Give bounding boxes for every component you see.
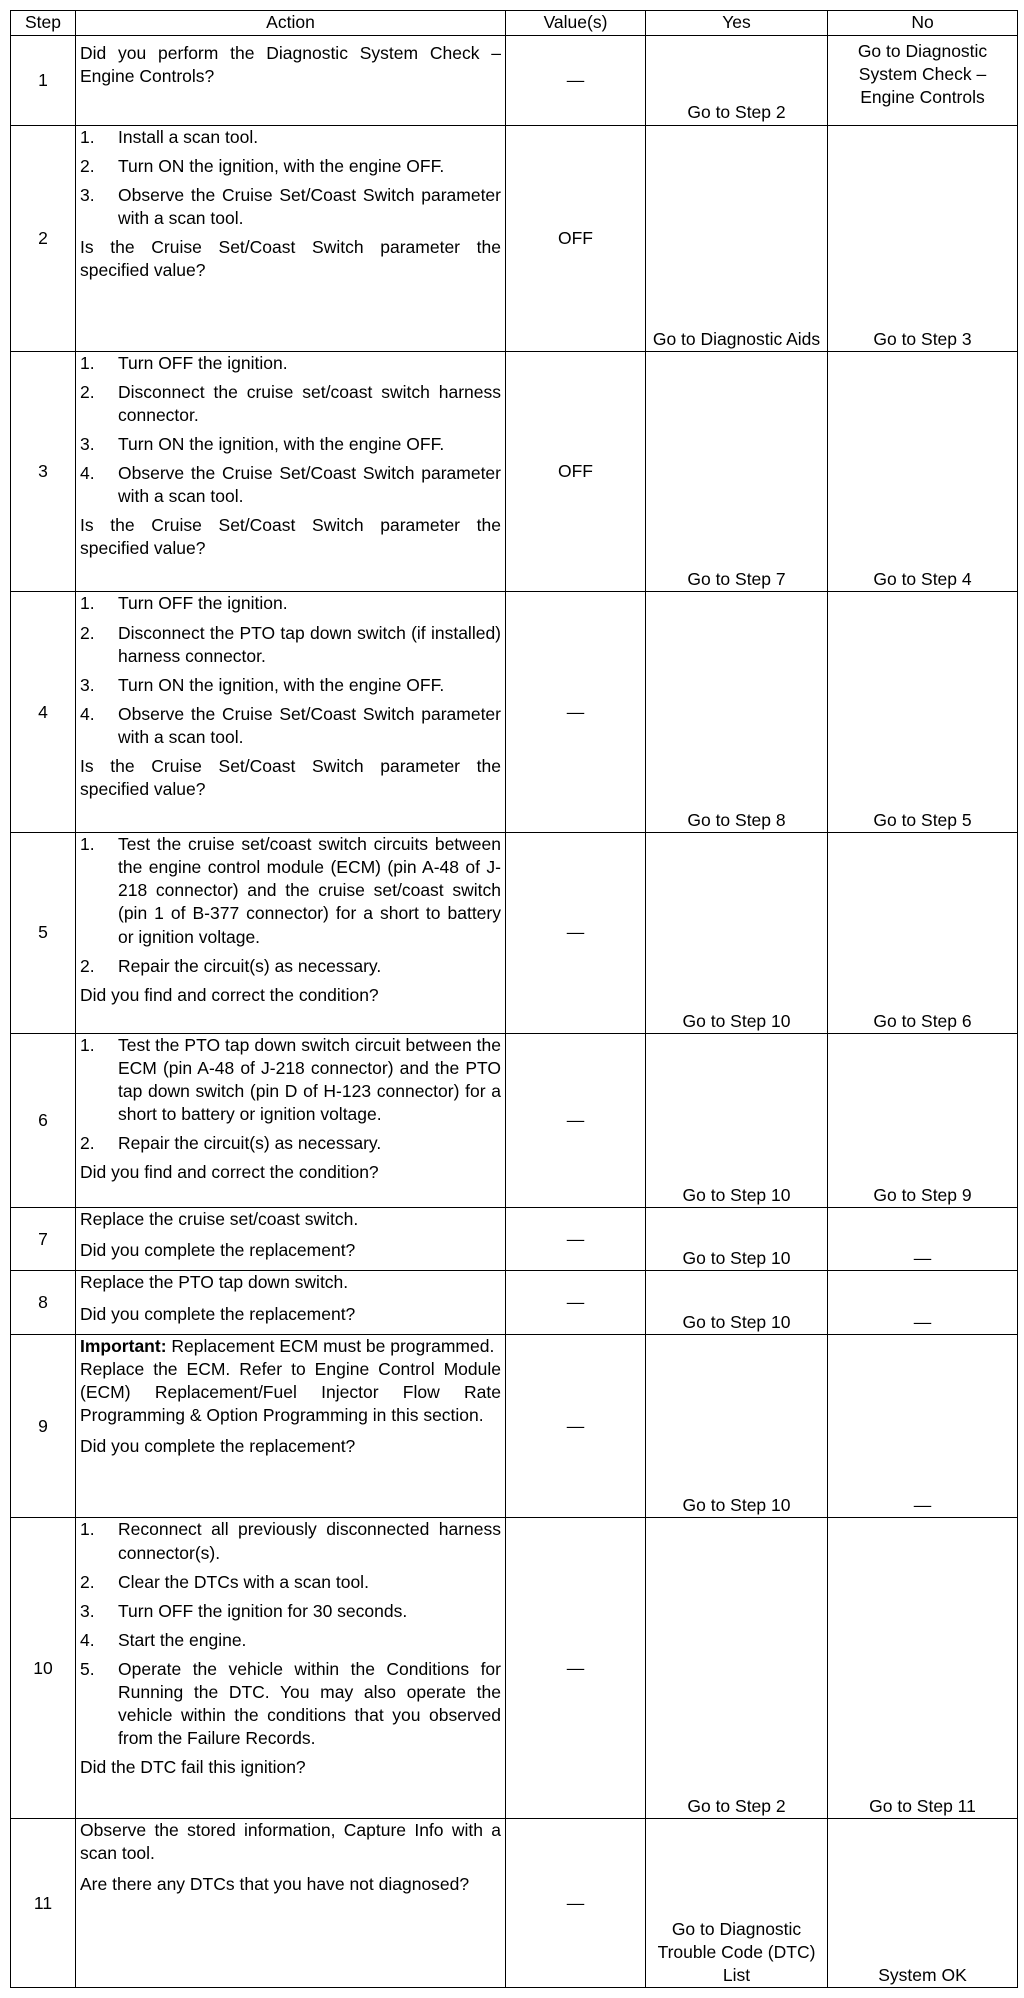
action-step-number: 1. [80, 1034, 95, 1055]
table-row [11, 1819, 1018, 1988]
action-step-number: 3. [80, 674, 95, 695]
action-step-text: Clear the DTCs with a scan tool. [118, 1571, 369, 1592]
table-row [11, 351, 1018, 592]
action-step-number: 1. [80, 593, 95, 614]
table-row [11, 125, 1018, 351]
step-number: 10 [11, 1518, 76, 1819]
action-text: Observe the stored information, Capture Info with a scan tool. [80, 1820, 501, 1864]
value-cell: — [506, 1208, 646, 1271]
action-question: Did you find and correct the condition? [80, 1162, 379, 1183]
header-yes: Yes [646, 11, 828, 36]
no-result: Go to Step 6 [828, 833, 1018, 1033]
value-cell: — [506, 1271, 646, 1334]
action-step-number: 2. [80, 155, 95, 176]
action-step-text: Turn ON the ignition, with the engine OFF. [118, 674, 445, 695]
action-step-text: Start the engine. [118, 1629, 247, 1650]
yes-result: Go to Step 10 [646, 1334, 828, 1518]
step-number: 7 [11, 1208, 76, 1271]
action-step [80, 703, 501, 749]
important-text: Replacement ECM must be programmed. [171, 1335, 495, 1356]
action-step-text: Turn OFF the ignition for 30 seconds. [118, 1600, 408, 1621]
action-step-number: 3. [80, 184, 95, 205]
step-number: 3 [11, 351, 76, 592]
action-step-text: Observe the Cruise Set/Coast Switch parameter with a scan tool. [118, 463, 501, 507]
action-question: Did the DTC fail this ignition? [80, 1757, 306, 1778]
action-question: Is the Cruise Set/Coast Switch parameter the specified value? [80, 755, 501, 800]
no-result: Go to Step 9 [828, 1033, 1018, 1207]
step-number: 2 [11, 125, 76, 351]
action-step [80, 126, 501, 149]
value-cell: OFF [506, 351, 646, 592]
action-step [80, 1571, 501, 1594]
action-step [80, 1518, 501, 1564]
action-step-number: 2. [80, 955, 95, 976]
no-result: Go to Step 3 [828, 125, 1018, 351]
action-step [80, 1629, 501, 1652]
yes-result: Go to Diagnostic Trouble Code (DTC) List [646, 1819, 828, 1988]
action-step-text: Test the PTO tap down switch circuit between the ECM (pin A-48 of J-218 connector) and the PTO tap down switch (pin D of H-123 connector) for a short to battery or ignition voltage. [118, 1034, 501, 1124]
action-text: Replace the PTO tap down switch. [80, 1272, 349, 1293]
yes-result: Go to Step 10 [646, 1033, 828, 1207]
value-cell: — [506, 1819, 646, 1988]
action-step-number: 1. [80, 834, 95, 855]
yes-result: Go to Step 8 [646, 592, 828, 833]
action-text: Replace the ECM. Refer to Engine Control Module (ECM) Replacement/Fuel Injector Flow Rate Programming & Option Programming in this section. [80, 1358, 501, 1426]
action-step [80, 352, 501, 375]
action-step [80, 433, 501, 456]
action-cell [76, 351, 506, 592]
action-text: Replace the cruise set/coast switch. [80, 1209, 359, 1230]
action-step [80, 622, 501, 668]
step-number: 9 [11, 1334, 76, 1518]
no-result: — [828, 1271, 1018, 1334]
table-row [11, 833, 1018, 1033]
table-row [11, 1271, 1018, 1334]
yes-result: Go to Step 7 [646, 351, 828, 592]
action-steps-list [80, 592, 501, 749]
header-action: Action [76, 11, 506, 36]
action-step-number: 3. [80, 433, 95, 454]
table-row [11, 1033, 1018, 1207]
action-step-text: Repair the circuit(s) as necessary. [118, 955, 382, 976]
action-cell [76, 1208, 506, 1271]
action-step-number: 1. [80, 126, 95, 147]
step-number: 11 [11, 1819, 76, 1988]
action-cell [76, 1518, 506, 1819]
header-row [11, 11, 1018, 36]
action-step [80, 1600, 501, 1623]
value-cell: — [506, 1518, 646, 1819]
action-step-number: 1. [80, 1519, 95, 1540]
action-question: Did you perform the Diagnostic System Check – Engine Controls? [80, 43, 501, 87]
value-cell: — [506, 833, 646, 1033]
action-step [80, 381, 501, 427]
action-question: Did you find and correct the condition? [80, 984, 379, 1005]
table-row [11, 36, 1018, 126]
important-label: Important: [80, 1335, 167, 1356]
step-number: 5 [11, 833, 76, 1033]
header-values: Value(s) [506, 11, 646, 36]
action-question: Is the Cruise Set/Coast Switch parameter the specified value? [80, 515, 501, 559]
action-step-number: 2. [80, 1133, 95, 1154]
action-cell [76, 125, 506, 351]
action-step-text: Observe the Cruise Set/Coast Switch parameter with a scan tool. [118, 184, 501, 228]
no-result: — [828, 1208, 1018, 1271]
action-step-text: Disconnect the cruise set/coast switch harness connector. [118, 381, 501, 425]
action-steps-list [80, 833, 501, 978]
action-step-number: 4. [80, 1629, 95, 1650]
action-question: Did you complete the replacement? [80, 1303, 356, 1324]
action-step [80, 955, 501, 978]
action-cell [76, 833, 506, 1033]
step-number: 4 [11, 592, 76, 833]
action-step [80, 1132, 501, 1155]
action-step-text: Turn ON the ignition, with the engine OFF. [118, 433, 445, 454]
table-row [11, 1518, 1018, 1819]
value-cell: — [506, 592, 646, 833]
yes-result: Go to Step 2 [646, 1518, 828, 1819]
action-cell [76, 1819, 506, 1988]
diagnostic-table [10, 10, 1018, 1988]
action-step-number: 4. [80, 703, 95, 724]
value-cell: — [506, 36, 646, 126]
table-row [11, 1208, 1018, 1271]
yes-result: Go to Step 10 [646, 833, 828, 1033]
action-steps-list [80, 1518, 501, 1750]
no-result: Go to Diagnostic System Check – Engine Controls [828, 36, 1018, 126]
no-result: System OK [828, 1819, 1018, 1988]
action-step [80, 833, 501, 948]
action-step [80, 184, 501, 230]
action-step-number: 2. [80, 381, 95, 402]
action-step [80, 1658, 501, 1750]
action-step [80, 592, 501, 615]
action-step-text: Operate the vehicle within the Conditions for Running the DTC. You may also operate the vehicle within the conditions that you observed from the Failure Records. [118, 1658, 501, 1749]
action-step-text: Disconnect the PTO tap down switch (if installed) harness connector. [118, 622, 501, 666]
action-question: Are there any DTCs that you have not diagnosed? [80, 1874, 470, 1895]
action-step-text: Turn ON the ignition, with the engine OFF. [118, 155, 445, 176]
action-step-number: 2. [80, 1571, 95, 1592]
action-step [80, 674, 501, 697]
no-result: Go to Step 11 [828, 1518, 1018, 1819]
table-body [11, 36, 1018, 1988]
yes-result: Go to Step 10 [646, 1208, 828, 1271]
header-no: No [828, 11, 1018, 36]
action-cell [76, 36, 506, 126]
action-cell [76, 1033, 506, 1207]
action-cell [76, 1334, 506, 1518]
no-result: — [828, 1334, 1018, 1518]
action-steps-list [80, 126, 501, 230]
action-question: Is the Cruise Set/Coast Switch parameter the specified value? [80, 236, 501, 280]
action-step [80, 462, 501, 508]
action-step-number: 2. [80, 622, 95, 643]
value-cell: OFF [506, 125, 646, 351]
action-cell [76, 1271, 506, 1334]
action-step-number: 4. [80, 463, 95, 484]
action-steps-list [80, 1034, 501, 1155]
action-step-text: Test the cruise set/coast switch circuits between the engine control module (ECM) (pin A-48 of J-218 connector) and the cruise set/coast switch (pin 1 of B-377 connector) for a short to battery or ignition voltage. [118, 834, 501, 947]
table-row [11, 1334, 1018, 1518]
step-number: 6 [11, 1033, 76, 1207]
important-note [80, 1335, 501, 1358]
action-step-text: Repair the circuit(s) as necessary. [118, 1133, 382, 1154]
value-cell: — [506, 1033, 646, 1207]
action-question: Did you complete the replacement? [80, 1240, 356, 1261]
table-row [11, 592, 1018, 833]
action-step-text: Turn OFF the ignition. [118, 352, 288, 373]
action-question: Did you complete the replacement? [80, 1436, 356, 1457]
action-step-number: 5. [80, 1658, 95, 1679]
action-step-text: Observe the Cruise Set/Coast Switch parameter with a scan tool. [118, 703, 501, 747]
no-result: Go to Step 4 [828, 351, 1018, 592]
yes-result: Go to Step 10 [646, 1271, 828, 1334]
action-step-text: Install a scan tool. [118, 126, 259, 147]
action-step [80, 155, 501, 178]
action-step-text: Turn OFF the ignition. [118, 593, 288, 614]
action-step [80, 1034, 501, 1126]
action-step-number: 1. [80, 352, 95, 373]
yes-result: Go to Diagnostic Aids [646, 125, 828, 351]
action-cell [76, 592, 506, 833]
step-number: 1 [11, 36, 76, 126]
step-number: 8 [11, 1271, 76, 1334]
action-step-text: Reconnect all previously disconnected harness connector(s). [118, 1519, 501, 1563]
no-result: Go to Step 5 [828, 592, 1018, 833]
yes-result: Go to Step 2 [646, 36, 828, 126]
action-step-number: 3. [80, 1600, 95, 1621]
value-cell: — [506, 1334, 646, 1518]
header-step: Step [11, 11, 76, 36]
action-steps-list [80, 352, 501, 509]
